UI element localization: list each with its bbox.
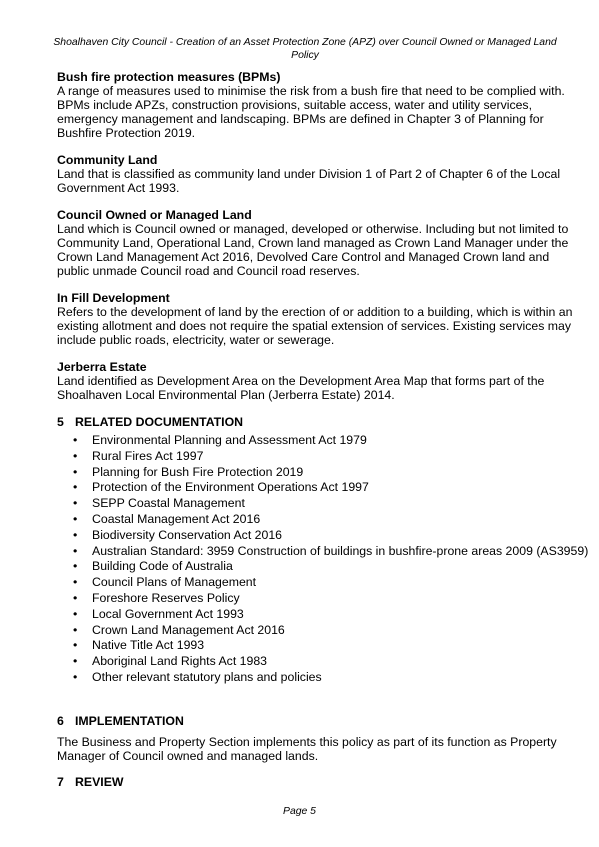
list-item-text: Protection of the Environment Operations Act 1997 [92, 480, 369, 495]
section-heading-implementation [57, 714, 582, 728]
implementation-body: The Business and Property Section implements this policy as part of its function as Property Manager of Council owned and managed lands. [57, 734, 557, 763]
bullet-icon: • [73, 654, 78, 669]
list-item-text: Planning for Bush Fire Protection 2019 [92, 464, 304, 479]
list-item-text: SEPP Coastal Management [92, 496, 245, 511]
bullet-icon: • [73, 669, 78, 684]
bullet-icon: • [73, 496, 78, 511]
section-number: 7 [57, 774, 64, 789]
list-item [57, 623, 582, 639]
page-footer: Page 5 [283, 806, 316, 817]
bullet-icon: • [73, 638, 78, 653]
section-title: IMPLEMENTATION [75, 713, 184, 728]
list-item [57, 512, 582, 528]
list-item-text: Crown Land Management Act 2016 [92, 622, 285, 637]
bullet-icon: • [73, 480, 78, 495]
definition-term: Bush fire protection measures (BPMs) [57, 70, 281, 84]
list-item [57, 480, 582, 496]
section-heading-related-documentation [57, 415, 582, 429]
list-item-text: Rural Fires Act 1997 [92, 448, 204, 463]
definition-body: Refers to the development of land by the erection of or addition to a building, which is within an existing allotment and does not require the spatial extension of services. Existing services may include public roads, electricity, water or sewerage. [57, 305, 573, 347]
list-item-text: Council Plans of Management [92, 575, 257, 590]
definition-infill [57, 291, 582, 347]
list-item-text: Local Government Act 1993 [92, 606, 244, 621]
bullet-icon: • [73, 575, 78, 590]
definition-jerberra [57, 360, 582, 402]
definition-body: A range of measures used to minimise the risk from a bush fire that need to be complied with. BPMs include APZs, construction provisions, suitable access, water and utility services, emergency management and landscaping. BPMs are defined in Chapter 3 of Planning for Bushfire Protection 2019. [57, 84, 565, 140]
bullet-icon: • [73, 606, 78, 621]
bullet-icon: • [73, 559, 78, 574]
bullet-icon: • [73, 590, 78, 605]
page-header: Shoalhaven City Council - Creation of an Asset Protection Zone (APZ) over Council Owned or Managed Land Policy [53, 37, 557, 61]
list-item-text: Australian Standard: 3959 Construction of buildings in bushfire-prone areas 2009 (AS3959) [92, 543, 589, 558]
definition-term: Community Land [57, 153, 158, 167]
section-title: REVIEW [75, 774, 124, 789]
list-item-text: Native Title Act 1993 [92, 638, 205, 653]
list-item-text: Building Code of Australia [92, 559, 233, 574]
list-item [57, 591, 582, 607]
list-item-text: Other relevant statutory plans and policies [92, 669, 322, 684]
definition-council-land [57, 208, 582, 278]
definition-body: Land identified as Development Area on the Development Area Map that forms part of the Shoalhaven Local Environmental Plan (Jerberra Estate) 2014. [57, 374, 545, 402]
list-item [57, 654, 582, 670]
list-item-text: Environmental Planning and Assessment Act 1979 [92, 433, 367, 447]
bullet-icon: • [73, 448, 78, 463]
list-item [57, 543, 589, 560]
bullet-icon: • [73, 527, 78, 542]
list-item [57, 559, 582, 575]
definition-community-land [57, 153, 582, 195]
section-number: 6 [57, 713, 64, 728]
list-item-text: Foreshore Reserves Policy [92, 590, 240, 605]
list-item [57, 575, 582, 591]
list-item [57, 433, 582, 449]
related-documentation-list [57, 433, 589, 686]
bullet-icon: • [73, 433, 78, 447]
section-number: 5 [57, 415, 64, 429]
section-heading-review [57, 775, 582, 789]
list-item-text: Biodiversity Conservation Act 2016 [92, 527, 283, 542]
list-item [57, 670, 582, 686]
bullet-icon: • [73, 543, 78, 558]
list-item [57, 496, 582, 512]
bullet-icon: • [73, 622, 78, 637]
bullet-icon: • [73, 464, 78, 479]
list-item [57, 449, 582, 465]
list-item [57, 638, 582, 654]
list-item [57, 465, 582, 481]
page-content [57, 70, 589, 789]
list-item-text: Aboriginal Land Rights Act 1983 [92, 654, 268, 669]
list-item-text: Coastal Management Act 2016 [92, 511, 261, 526]
definition-term: In Fill Development [57, 291, 170, 305]
definition-body: Land that is classified as community land under Division 1 of Part 2 of Chapter 6 of the Local Government Act 1993. [57, 167, 561, 195]
bullet-icon: • [73, 511, 78, 526]
section-title: RELATED DOCUMENTATION [75, 415, 244, 429]
definition-body: Land which is Council owned or managed, developed or otherwise. Including but not limited to Community Land, Operational Land, Crown land managed as Crown Land Manager under the Crown Land Management Act 2016, Devolved Care Control and Managed Crown land and public unmade Council road and Council road reserves. [57, 222, 569, 278]
list-item [57, 607, 582, 623]
definition-term: Council Owned or Managed Land [57, 208, 252, 222]
definition-bpms [57, 70, 582, 140]
definition-term: Jerberra Estate [57, 360, 147, 374]
list-item [57, 528, 582, 544]
